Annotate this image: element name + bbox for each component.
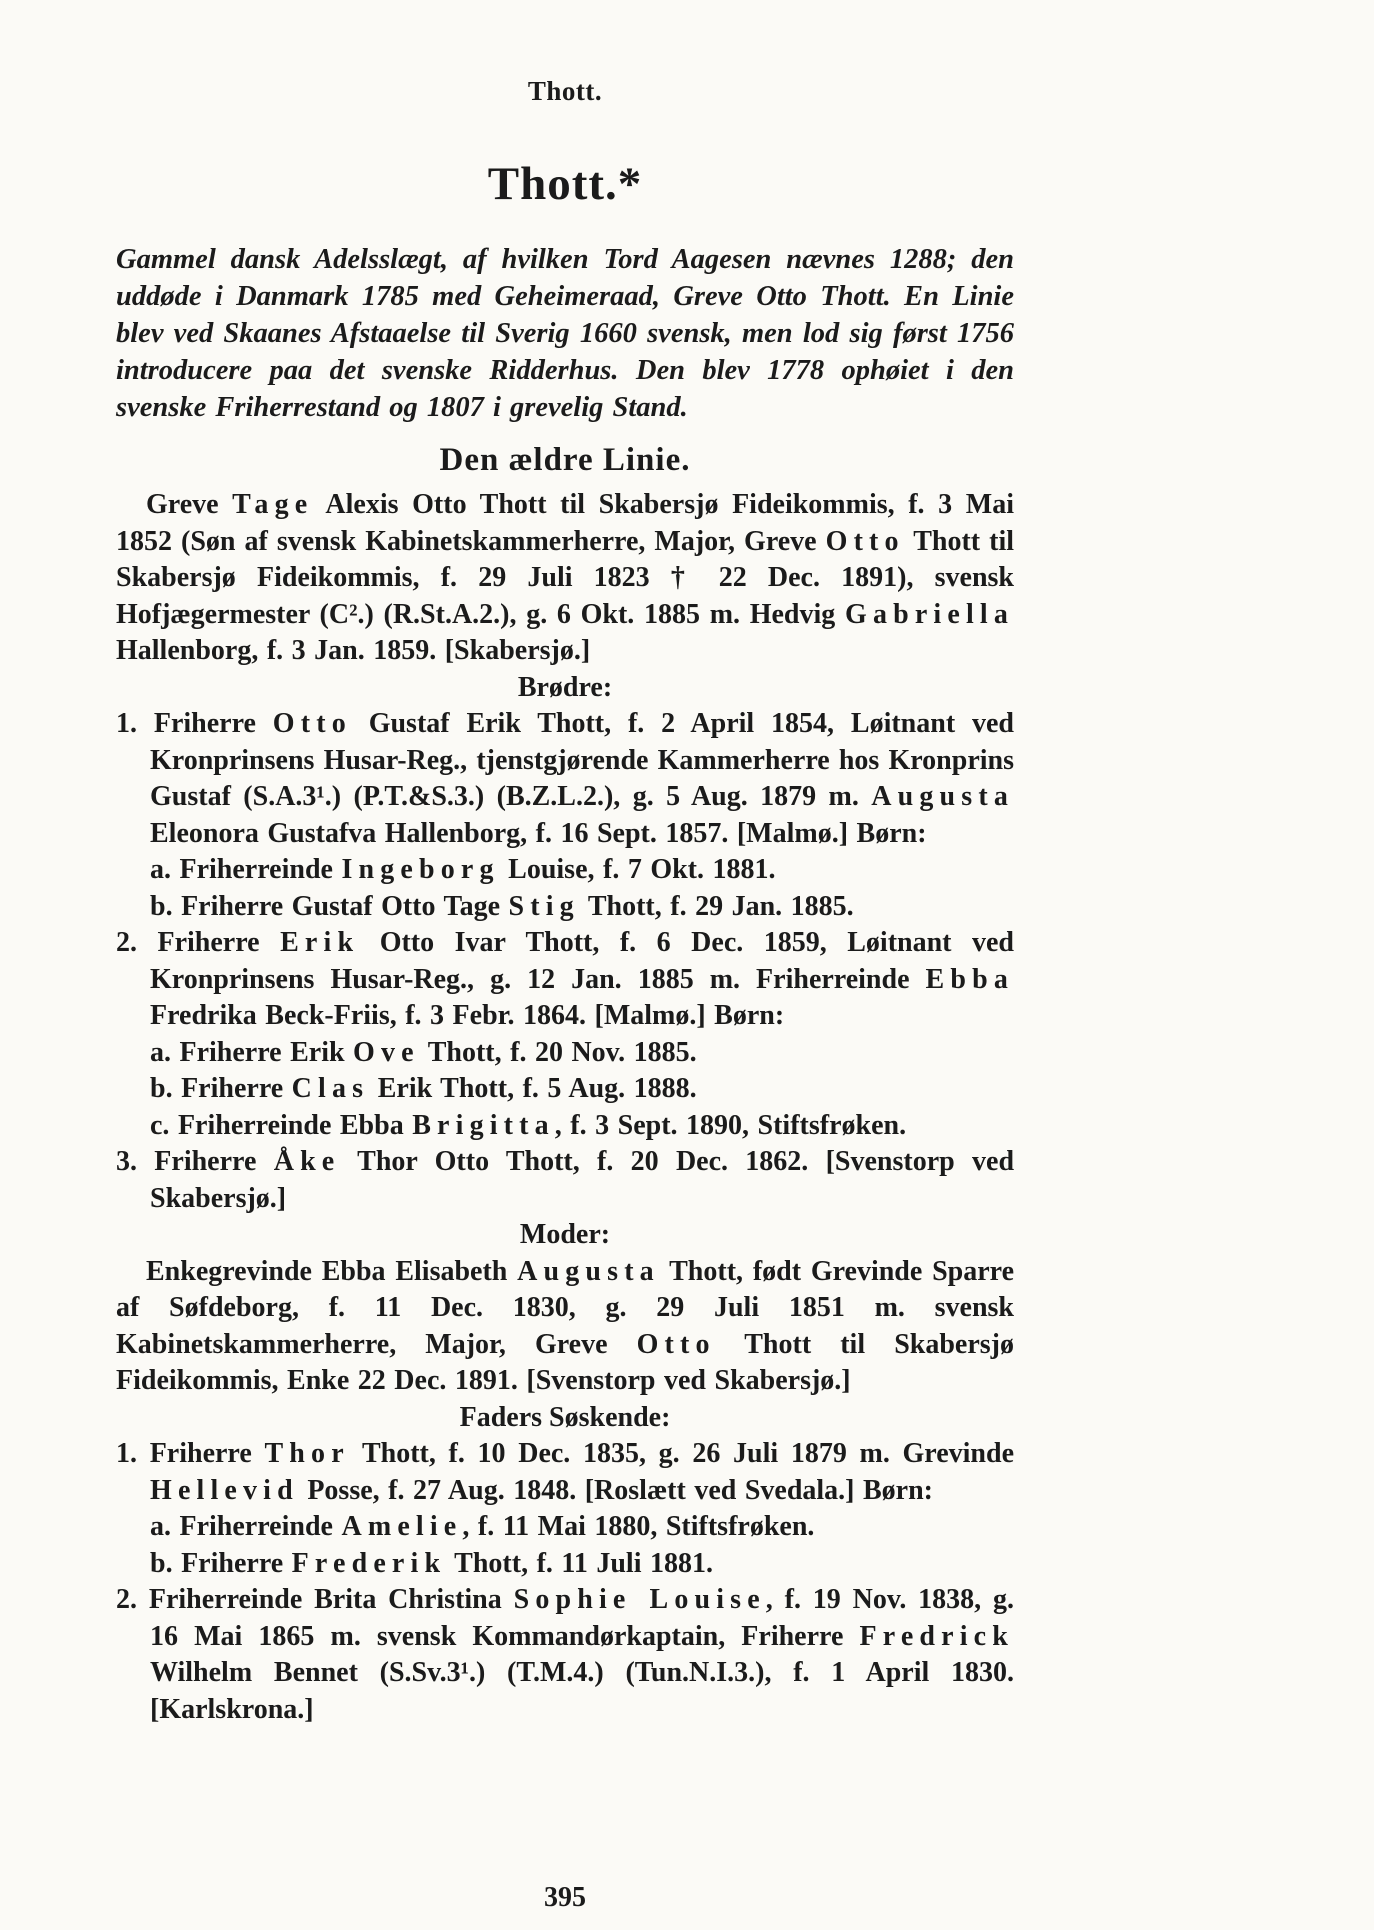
genealogy-subentry (150, 1546, 1014, 1583)
text-run: , f. 19 Nov. 1838, g. 16 Mai 1865 m. svensk Kommandørkaptain, Friherre (150, 1584, 1015, 1652)
genealogy-entry (116, 1144, 1014, 1217)
text-run: Friherreinde Ebba (177, 1109, 413, 1141)
entry-marker: 2. (116, 927, 158, 958)
text-run: Enkegrevinde Ebba Elisabeth (146, 1255, 518, 1287)
genealogy-subentry (150, 1509, 1014, 1546)
entry-marker: c. (150, 1109, 178, 1141)
section-heading-elder-line: Den ældre Linie. (439, 442, 691, 478)
text-run: Alexis Otto Thott til Skabersjø Fideikommis, f. 3 Mai 1852 (Søn af svensk Kabinetskammerherre, Major, Greve (116, 489, 1014, 557)
letterspaced-name: Stig (508, 890, 580, 922)
letterspaced-name: Otto (272, 708, 352, 739)
text-run: Thott, f. 11 Juli 1881. (446, 1547, 713, 1579)
genealogy-entry (116, 1436, 1014, 1509)
entry-marker: 2. (116, 1584, 149, 1615)
running-head: Thott. (527, 76, 603, 106)
letterspaced-name: Brigitta (412, 1109, 555, 1141)
brothers-list (116, 706, 1014, 1217)
letterspaced-name: Augusta (517, 1255, 660, 1287)
letterspaced-name: Ingeborg (341, 854, 500, 885)
family-name-title: Thott.* (487, 158, 643, 210)
letterspaced-name: Sophie Louise (513, 1584, 766, 1615)
letterspaced-name: Erik (280, 927, 360, 958)
text-run: Friherre (181, 1073, 292, 1104)
text-run: Thott til Skabersjø Fideikommis, f. 29 Juli 1823 † 22 Dec. 1891), svensk Hofjægermester (C².) (R.St.A.2.), g. 6 Okt. 1885 m. Hedvig (116, 525, 1015, 630)
text-column (116, 76, 1014, 1728)
letterspaced-name: Åke (273, 1146, 341, 1177)
text-run: Friherre (157, 927, 281, 958)
text-run: Posse, f. 27 Aug. 1848. [Roslætt ved Svedala.] Børn: (298, 1474, 933, 1506)
section-heading-brothers: Brødre: (517, 671, 613, 703)
genealogy-subentry (150, 889, 1014, 926)
entry-marker: 3. (116, 1146, 155, 1177)
entry-marker: b. (150, 1547, 182, 1579)
text-run: , f. 3 Sept. 1890, Stiftsfrøken. (554, 1109, 907, 1141)
text-run: Erik Thott, f. 5 Aug. 1888. (369, 1073, 697, 1104)
text-run: Eleonora Gustafva Hallenborg, f. 16 Sept. 1857. [Malmø.] Børn: (150, 817, 927, 849)
genealogy-subentry (150, 852, 1014, 889)
text-run: Gammel dansk Adelsslægt, af hvilken Tord Aagesen nævnes 1288; den uddøde i Danmark 1785 med Geheimeraad, Greve Otto Thott. En Linie blev ved Skaanes Afstaaelse til Sverig 1660 svensk, men lod sig først 1756 introducere paa det svenske Ridderhus. Den blev 1778 ophøiet i den svenske Friherrestand og 1807 i grevelig Stand. (116, 244, 1014, 423)
text-run: Thor Otto Thott, f. 20 Dec. 1862. [Svenstorp ved Skabersjø.] (150, 1146, 1015, 1214)
section-heading-fathers-siblings: Faders Søskende: (459, 1401, 671, 1433)
letterspaced-name: Hellevid (150, 1474, 299, 1506)
text-run: Thott, f. 29 Jan. 1885. (579, 890, 854, 922)
text-run: Louise, f. 7 Okt. 1881. (499, 854, 776, 885)
entry-marker: b. (150, 1073, 182, 1104)
text-run: Thott til Skabersjø Fideikommis, Enke 22 Dec. 1891. [Svenstorp ved Skabersjø.] (116, 1328, 1014, 1396)
genealogy-entry (116, 925, 1014, 1035)
letterspaced-name: Augusta (871, 781, 1014, 812)
text-run: Friherre Erik (179, 1036, 354, 1068)
text-run: Friherre (181, 1547, 292, 1579)
fathers-siblings-list (116, 1436, 1014, 1728)
letterspaced-name: Ove (353, 1036, 420, 1068)
text-run: , f. 11 Mai 1880, Stiftsfrøken. (462, 1511, 815, 1542)
text-run: Friherreinde (179, 854, 342, 885)
head-of-house-entry (116, 487, 1014, 670)
genealogy-entry (116, 706, 1014, 852)
letterspaced-name: Otto (825, 525, 905, 557)
letterspaced-name: Amelie (341, 1511, 463, 1542)
text-run: Friherre (149, 1438, 265, 1469)
genealogy-subentry (150, 1071, 1014, 1108)
letterspaced-name: Ebba (925, 963, 1014, 995)
section-heading-mother: Moder: (519, 1219, 611, 1250)
letterspaced-name: Frederik (291, 1547, 447, 1579)
letterspaced-name: Fredrick (859, 1620, 1014, 1652)
letterspaced-name: Otto (636, 1328, 716, 1360)
text-run: Friherre (153, 708, 273, 739)
text-run: Fredrika Beck-Friis, f. 3 Febr. 1864. [Malmø.] Børn: (150, 1000, 785, 1031)
genealogy-subentry (150, 1035, 1014, 1072)
text-run: Friherreinde Brita Christina (148, 1584, 514, 1615)
text-run: Hallenborg, f. 3 Jan. 1859. [Skabersjø.] (116, 635, 591, 666)
entry-marker: 1. (116, 1438, 150, 1469)
genealogy-entry (116, 1582, 1014, 1728)
text-run: Greve (146, 489, 233, 520)
mother-entry (116, 1254, 1014, 1400)
entry-marker: a. (150, 1511, 180, 1542)
text-run: Wilhelm Bennet (S.Sv.3¹.) (T.M.4.) (Tun.N.I.3.), f. 1 April 1830. [Karlskrona.] (150, 1657, 1014, 1725)
page-number: 395 (544, 1882, 586, 1913)
genealogy-subentry (150, 1108, 1014, 1145)
letterspaced-name: Gabriella (845, 598, 1014, 630)
text-run: Friherre Gustaf Otto Tage (181, 890, 509, 922)
entry-marker: a. (150, 1036, 180, 1068)
text-run: Thott, f. 10 Dec. 1835, g. 26 Juli 1879 m. Grevinde (349, 1438, 1015, 1469)
entry-marker: a. (150, 854, 180, 885)
text-run: Otto Ivar Thott, f. 6 Dec. 1859, Løitnant ved Kronprinsens Husar-Reg., g. 12 Jan. 1885 m. Friherreinde (150, 927, 1014, 995)
letterspaced-name: Clas (291, 1073, 370, 1104)
entry-marker: b. (150, 890, 182, 922)
text-run: Friherreinde (179, 1511, 342, 1542)
text-run: Gustaf Erik Thott, f. 2 April 1854, Løitnant ved Kronprinsens Husar-Reg., tjenstgjørende Kammerherre hos Kronprins Gustaf (S.A.3¹.) (P.T.&S.3.) (B.Z.L.2.), g. 5 Aug. 1879 m. (150, 708, 1014, 812)
text-run: Thott, f. 20 Nov. 1885. (419, 1036, 697, 1068)
family-intro-paragraph (116, 241, 1014, 426)
entry-marker: 1. (116, 708, 154, 739)
letterspaced-name: Tage (232, 489, 314, 520)
letterspaced-name: Thor (264, 1438, 350, 1469)
text-run: Thott, født Grevinde Sparre af Søfdeborg, f. 11 Dec. 1830, g. 29 Juli 1851 m. svensk Kabinetskammerherre, Major, Greve (116, 1255, 1014, 1360)
text-run: Friherre (154, 1146, 274, 1177)
